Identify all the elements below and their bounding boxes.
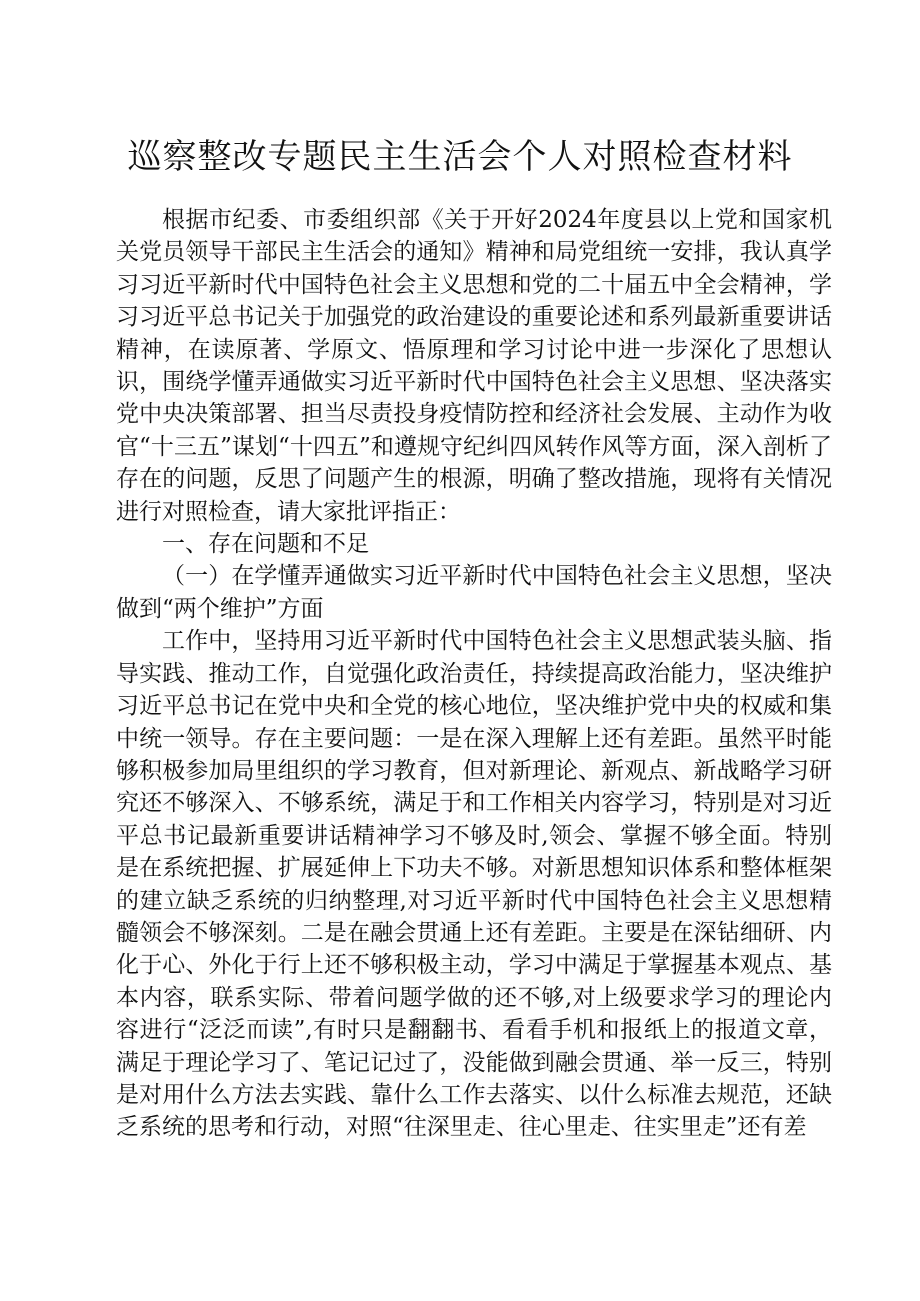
intro-paragraph: 根据市纪委、市委组织部《关于开好2024年度县以上党和国家机关党员领导干部民主生活会的通知》精神和局党组统一安排，我认真学习习近平新时代中国特色社会主义思想和党的二十届五中全会精神，学习习近平总书记关于加强党的政治建设的重要论述和系列最新重要讲话精神，在读原著、学原文、悟原理和学习讨论中进一步深化了思想认识，围绕学懂弄通做实习近平新时代中国特色社会主义思想、坚决落实党中央决策部署、担当尽责投身疫情防控和经济社会发展、主动作为收官“十三五”谋划“十四五”和遵规守纪纠四风转作风等方面，深入剖析了存在的问题，反思了问题产生的根源，明确了整改措施，现将有关情况进行对照检查，请大家批评指正：	[116, 207, 832, 525]
section-heading: 一、存在问题和不足	[162, 531, 369, 558]
document-title: 巡察整改专题民主生活会个人对照检查材料	[127, 137, 793, 177]
body-paragraph: 工作中，坚持用习近平新时代中国特色社会主义思想武装头脑、指导实践、推动工作，自觉强化政治责任，持续提高政治能力，坚决维护习近平总书记在党中央和全党的核心地位，坚决维护党中央的权威和集中统一领导。存在主要问题：一是在深入理解上还有差距。虽然平时能够积极参加局里组织的学习教育，但对新理论、新观点、新战略学习研究还不够深入、不够系统，满足于和工作相关内容学习，特别是对习近平总书记最新重要讲话精神学习不够及时,领会、掌握不够全面。特别是在系统把握、扩展延伸上下功夫不够。对新思想知识体系和整体框架的建立缺乏系统的归纳整理,对习近平新时代中国特色社会主义思想精髓领会不够深刻。二是在融会贯通上还有差距。主要是在深钻细研、内化于心、外化于行上还不够积极主动，学习中满足于掌握基本观点、基本内容，联系实际、带着问题学做的还不够,对上级要求学习的理论内容进行“泛泛而读”,有时只是翻翻书、看看手机和报纸上的报道文章，满足于理论学习了、笔记记过了，没能做到融会贯通、举一反三，特别是对用什么方法去实践、靠什么工作去落实、以什么标准去规范，还缺乏系统的思考和行动，对照“往深里走、往心里走、往实里走”还有差	[116, 628, 832, 1141]
document-body	[116, 204, 832, 1144]
subsection-heading: （一）在学懂弄通做实习近平新时代中国特色社会主义思想，坚决做到“两个维护”方面	[116, 563, 832, 622]
